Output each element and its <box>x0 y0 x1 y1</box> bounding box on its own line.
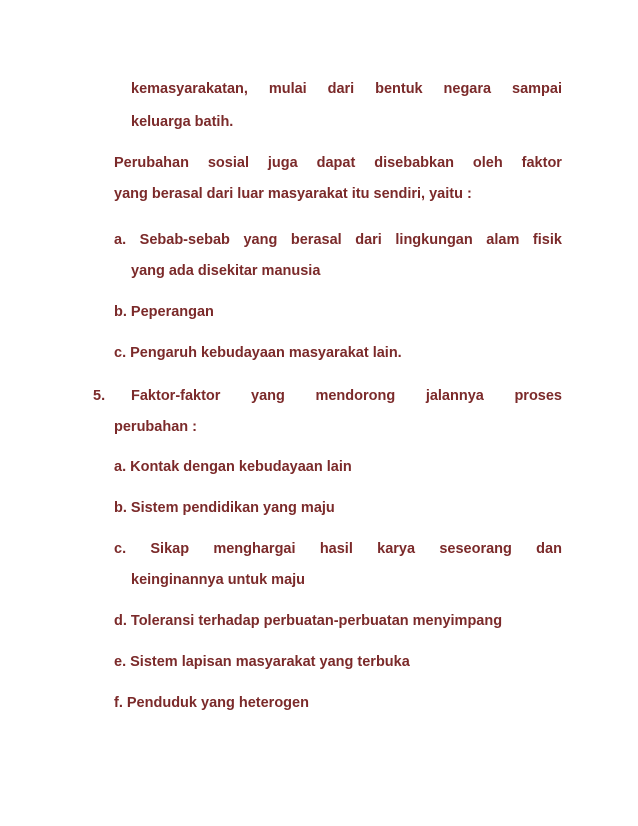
word: bentuk <box>375 81 423 97</box>
word: mendorong <box>315 388 396 404</box>
word: negara <box>443 81 492 97</box>
word: seseorang <box>439 541 512 557</box>
external-item-a-line-1 <box>114 231 562 249</box>
word: mulai <box>268 81 307 97</box>
continuation-line-1 <box>131 80 562 98</box>
external-item-a-line-2: yang ada disekitar manusia <box>131 263 321 279</box>
driving-item-d: d. Toleransi terhadap perbuatan-perbuatan menyimpang <box>114 613 503 629</box>
word: c. <box>114 541 127 557</box>
paragraph-external-line-1 <box>114 154 562 172</box>
word: oleh <box>472 155 503 171</box>
word: dari <box>327 81 355 97</box>
driving-item-e: e. Sistem lapisan masyarakat yang terbuka <box>114 654 410 670</box>
word: proses <box>514 388 562 404</box>
section-5-heading-line-1 <box>131 387 562 405</box>
word: fisik <box>532 232 562 248</box>
word: jalannya <box>425 388 484 404</box>
word: alam <box>486 232 520 248</box>
paragraph-external-line-2: yang berasal dari luar masyarakat itu sendiri, yaitu : <box>114 186 472 202</box>
word: berasal <box>290 232 342 248</box>
word: sampai <box>512 81 562 97</box>
word: menghargai <box>213 541 296 557</box>
word: Sikap <box>150 541 190 557</box>
word: juga <box>267 155 298 171</box>
word: a. <box>114 232 127 248</box>
word: yang <box>243 232 278 248</box>
driving-item-f: f. Penduduk yang heterogen <box>114 695 309 711</box>
word: karya <box>377 541 416 557</box>
word: dapat <box>316 155 356 171</box>
word: sosial <box>207 155 249 171</box>
word: dan <box>536 541 562 557</box>
section-5-number: 5. <box>93 388 106 404</box>
driving-item-c-line-1 <box>114 540 562 558</box>
word: yang <box>251 388 285 404</box>
word: lingkungan <box>395 232 473 248</box>
word: Faktor-faktor <box>131 388 221 404</box>
driving-item-c-line-2: keinginannya untuk maju <box>131 572 306 588</box>
driving-item-b: b. Sistem pendidikan yang maju <box>114 500 335 516</box>
word: hasil <box>319 541 353 557</box>
word: faktor <box>521 155 562 171</box>
section-5-heading-line-2: perubahan : <box>114 419 197 435</box>
word: Perubahan <box>114 155 189 171</box>
word: Sebab-sebab <box>139 232 230 248</box>
external-item-b: b. Peperangan <box>114 304 214 320</box>
driving-item-a: a. Kontak dengan kebudayaan lain <box>114 459 352 475</box>
continuation-line-2: keluarga batih. <box>131 114 234 130</box>
word: kemasyarakatan, <box>131 81 248 97</box>
external-item-c: c. Pengaruh kebudayaan masyarakat lain. <box>114 345 402 361</box>
word: dari <box>355 232 382 248</box>
word: disebabkan <box>374 155 454 171</box>
